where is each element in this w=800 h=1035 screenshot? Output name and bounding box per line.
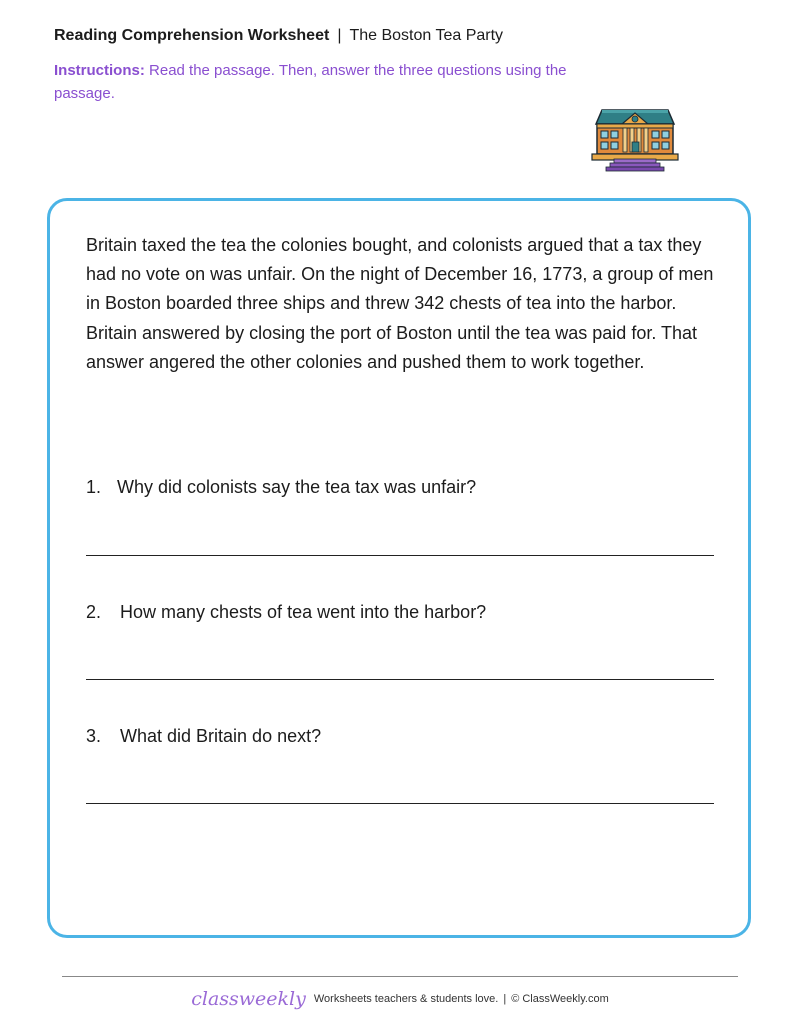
question-1 (86, 475, 476, 499)
question-number: 1. (86, 477, 102, 497)
instructions-label: Instructions: (54, 62, 145, 79)
footer-tagline: Worksheets teachers & students love. (313, 993, 499, 1005)
footer-separator: | (503, 993, 507, 1005)
footer-copyright: © ClassWeekly.com (511, 993, 609, 1005)
question-text: How many chests of tea went into the harbor? (120, 602, 487, 622)
page-footer (0, 988, 800, 1010)
instructions-text: Read the passage. Then, answer the three questions using the passage. (54, 62, 567, 102)
worksheet-topic: The Boston Tea Party (349, 27, 504, 44)
question-3 (86, 724, 321, 748)
reading-passage (86, 231, 726, 377)
brand-logo: classweekly (191, 988, 306, 1010)
instructions (54, 60, 574, 105)
question-text: What did Britain do next? (120, 726, 322, 746)
question-number: 3. (86, 726, 102, 746)
worksheet-header (54, 26, 503, 46)
worksheet-title: Reading Comprehension Worksheet (54, 27, 330, 44)
header-separator: | (337, 27, 342, 44)
answer-line-2[interactable] (86, 679, 714, 680)
building-icon (588, 104, 682, 172)
passage-text: Britain taxed the tea the colonies bought, and colonists argued that a tax they had no vote on was unfair. On the night of December 16, 1773, a group of men in Boston boarded three ships and threw 342 chests of tea into the harbor. Britain answered by closing the port of Boston until the tea was paid for. That answer angered the other colonies and pushed them to work together. (86, 235, 714, 372)
question-text: Why did colonists say the tea tax was unfair? (117, 477, 477, 497)
question-number: 2. (86, 602, 102, 622)
question-2 (86, 600, 486, 624)
answer-line-1[interactable] (86, 555, 714, 556)
footer-divider (62, 976, 738, 977)
answer-line-3[interactable] (86, 803, 714, 804)
